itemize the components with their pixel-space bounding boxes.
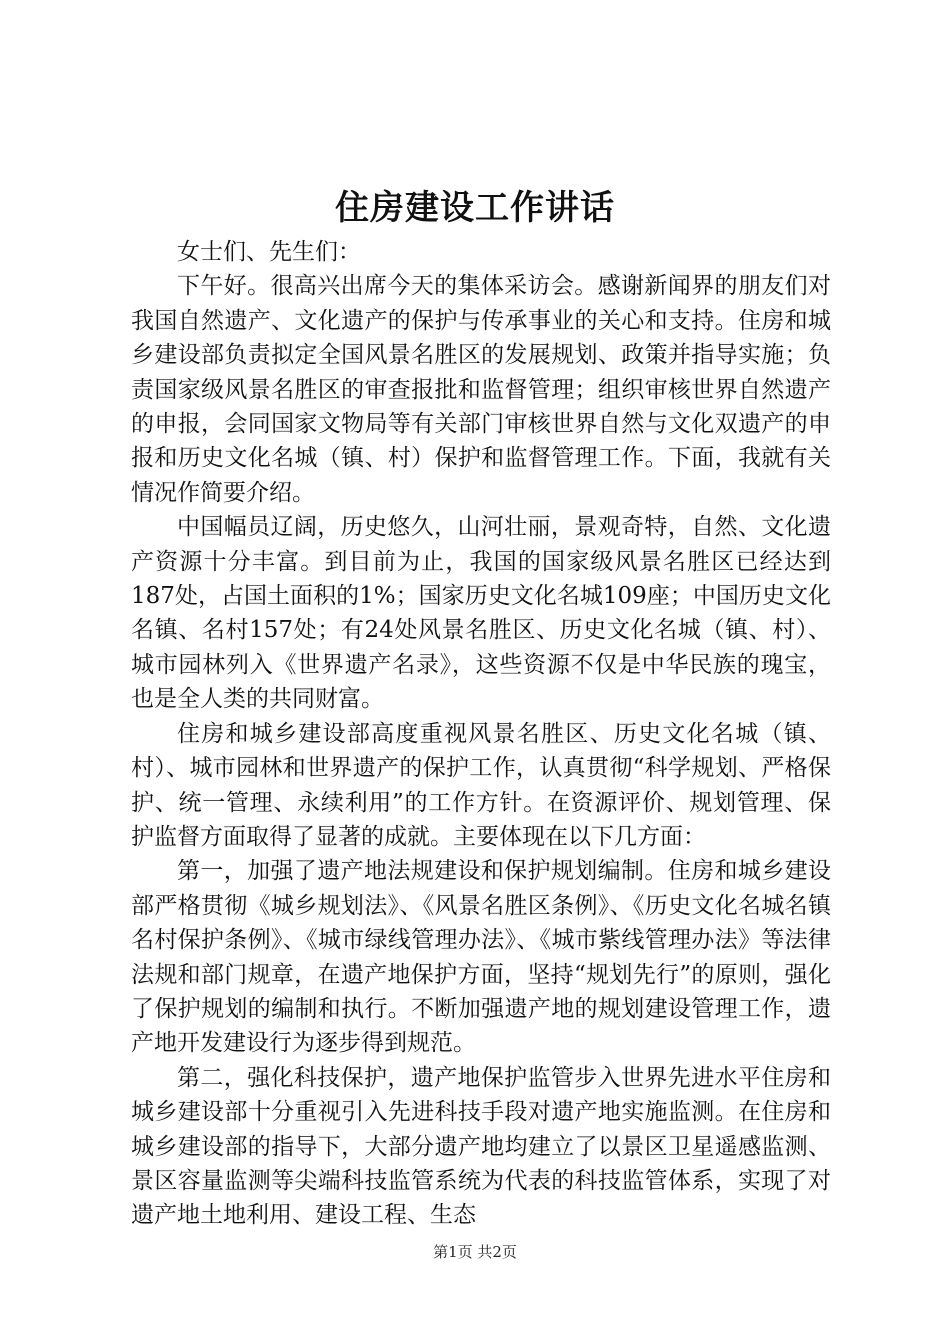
paragraph-introduction: 下午好。很高兴出席今天的集体采访会。感谢新闻界的朋友们对我国自然遗产、文化遗产的保护与传承事业的关心和支持。住房和城乡建设部负责拟定全国风景名胜区的发展规划、政策并指导实施；负责国家级风景名胜区的审查报批和监督管理；组织审核世界自然遗产的申报，会同国家文物局等有关部门审核世界自然与文化双遗产的申报和历史文化名城（镇、村）保护和监督管理工作。下面，我就有关情况作简要介绍。 — [131, 273, 831, 506]
paragraph-first-point: 第一，加强了遗产地法规建设和保护规划编制。住房和城乡建设部严格贯彻《城乡规划法》、《风景名胜区条例》、《历史文化名城名镇名村保护条例》、《城市绿线管理办法》、《城市紫线管理办法》等法律法规和部门规章，在遗产地保护方面，坚持“规划先行”的原则，强化了保护规划的编制和执行。不断加强遗产地的规划建设管理工作，遗产地开发建设行为逐步得到规范。 — [131, 858, 831, 1057]
paragraph-greeting: 女士们、先生们： — [177, 239, 361, 265]
paragraph-resources: 中国幅员辽阔，历史悠久，山河壮丽，景观奇特，自然、文化遗产资源十分丰富。到目前为止，我国的国家级风景名胜区已经达到187处，占国土面积的1%；国家历史文化名城109座；中国历史文化名镇、名村157处；有24处风景名胜区、历史文化名城（镇、村）、城市园林列入《世界遗产名录》，这些资源不仅是中华民族的瑰宝，也是全人类的共同财富。 — [131, 514, 831, 713]
document-title: 住房建设工作讲话 — [335, 188, 615, 228]
document-body — [131, 235, 831, 1233]
paragraph-second-point: 第二，强化科技保护，遗产地保护监管步入世界先进水平住房和城乡建设部十分重视引入先进科技手段对遗产地实施监测。在住房和城乡建设部的指导下，大部分遗产地均建立了以景区卫星遥感监测、景区容量监测等尖端科技监管系统为代表的科技监管体系，实现了对遗产地土地利用、建设工程、生态 — [131, 1064, 831, 1229]
paragraph-protection-work: 住房和城乡建设部高度重视风景名胜区、历史文化名城（镇、村）、城市园林和世界遗产的保护工作，认真贯彻“科学规划、严格保护、统一管理、永续利用”的工作方针。在资源评价、规划管理、保护监督方面取得了显著的成就。主要体现在以下几方面： — [131, 720, 831, 850]
page-number-footer: 第1页 共2页 — [433, 1243, 517, 1261]
